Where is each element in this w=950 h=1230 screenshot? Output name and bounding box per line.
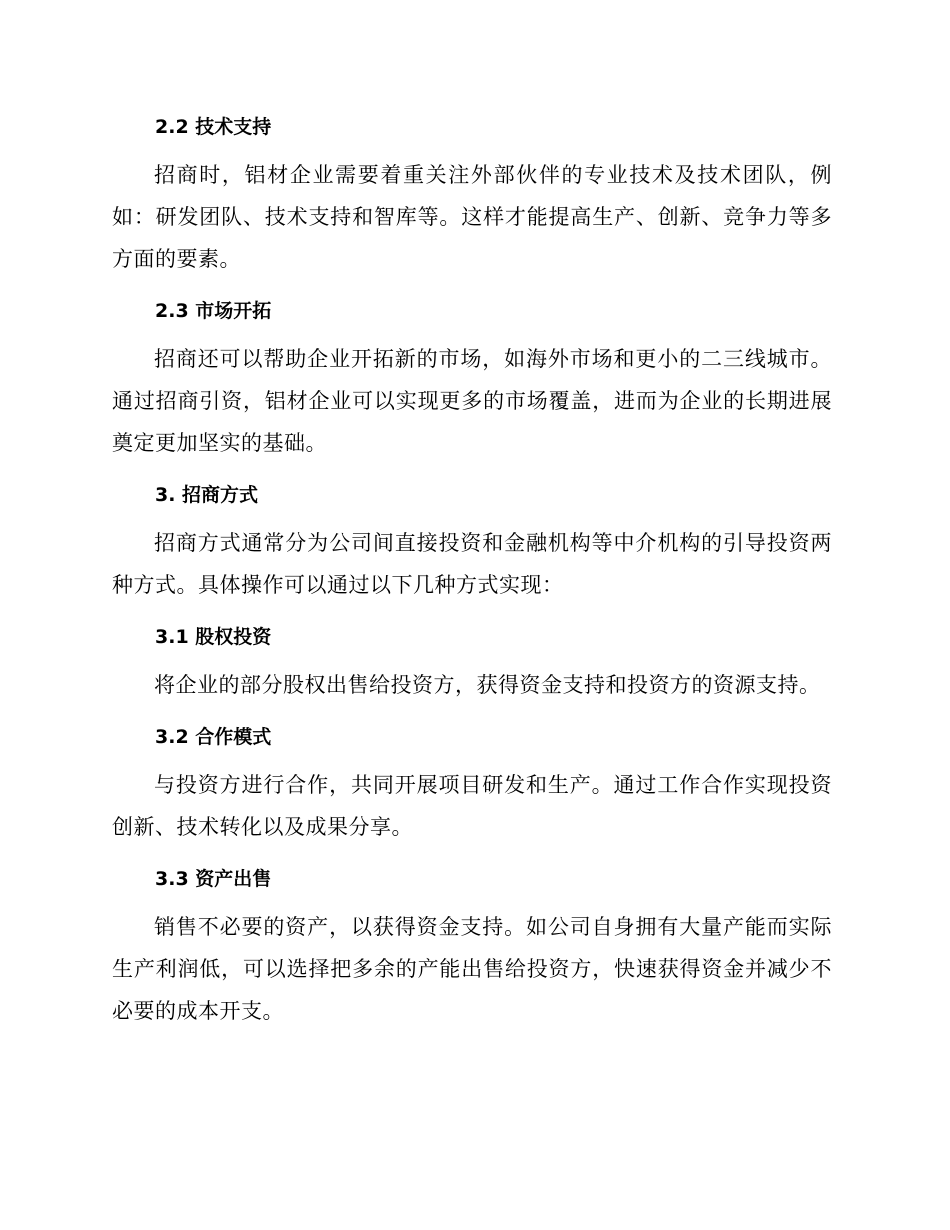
section-heading-2-3: 2.3 市场开拓: [155, 300, 272, 322]
section-body-3-3: 销售不必要的资产，以获得资金支持。如公司自身拥有大量产能而实际生产利润低，可以选择把多余的产能出售给投资方，快速获得资金并减少不必要的成本开支。: [112, 915, 832, 1023]
section-body-3-1: 将企业的部分股权出售给投资方，获得资金支持和投资方的资源支持。: [154, 673, 821, 697]
section-heading-3-3: 3.3 资产出售: [155, 868, 272, 890]
section-heading-3-2: 3.2 合作模式: [155, 726, 272, 748]
document-page: [112, 108, 832, 1044]
section-body-2-2: 招商时，铝材企业需要着重关注外部伙伴的专业技术及技术团队，例如：研发团队、技术支持和智库等。这样才能提高生产、创新、竞争力等多方面的要素。: [112, 163, 832, 271]
section-heading-3: 3. 招商方式: [155, 484, 259, 506]
section-body-3-2: 与投资方进行合作，共同开展项目研发和生产。通过工作合作实现投资创新、技术转化以及成果分享。: [112, 773, 832, 839]
section-heading-3-1: 3.1 股权投资: [155, 626, 272, 648]
section-heading-2-2: 2.2 技术支持: [155, 116, 272, 138]
section-body-3: 招商方式通常分为公司间直接投资和金融机构等中介机构的引导投资两种方式。具体操作可以通过以下几种方式实现：: [112, 531, 832, 597]
section-body-2-3: 招商还可以帮助企业开拓新的市场，如海外市场和更小的二三线城市。通过招商引资，铝材企业可以实现更多的市场覆盖，进而为企业的长期进展奠定更加坚实的基础。: [112, 347, 832, 455]
